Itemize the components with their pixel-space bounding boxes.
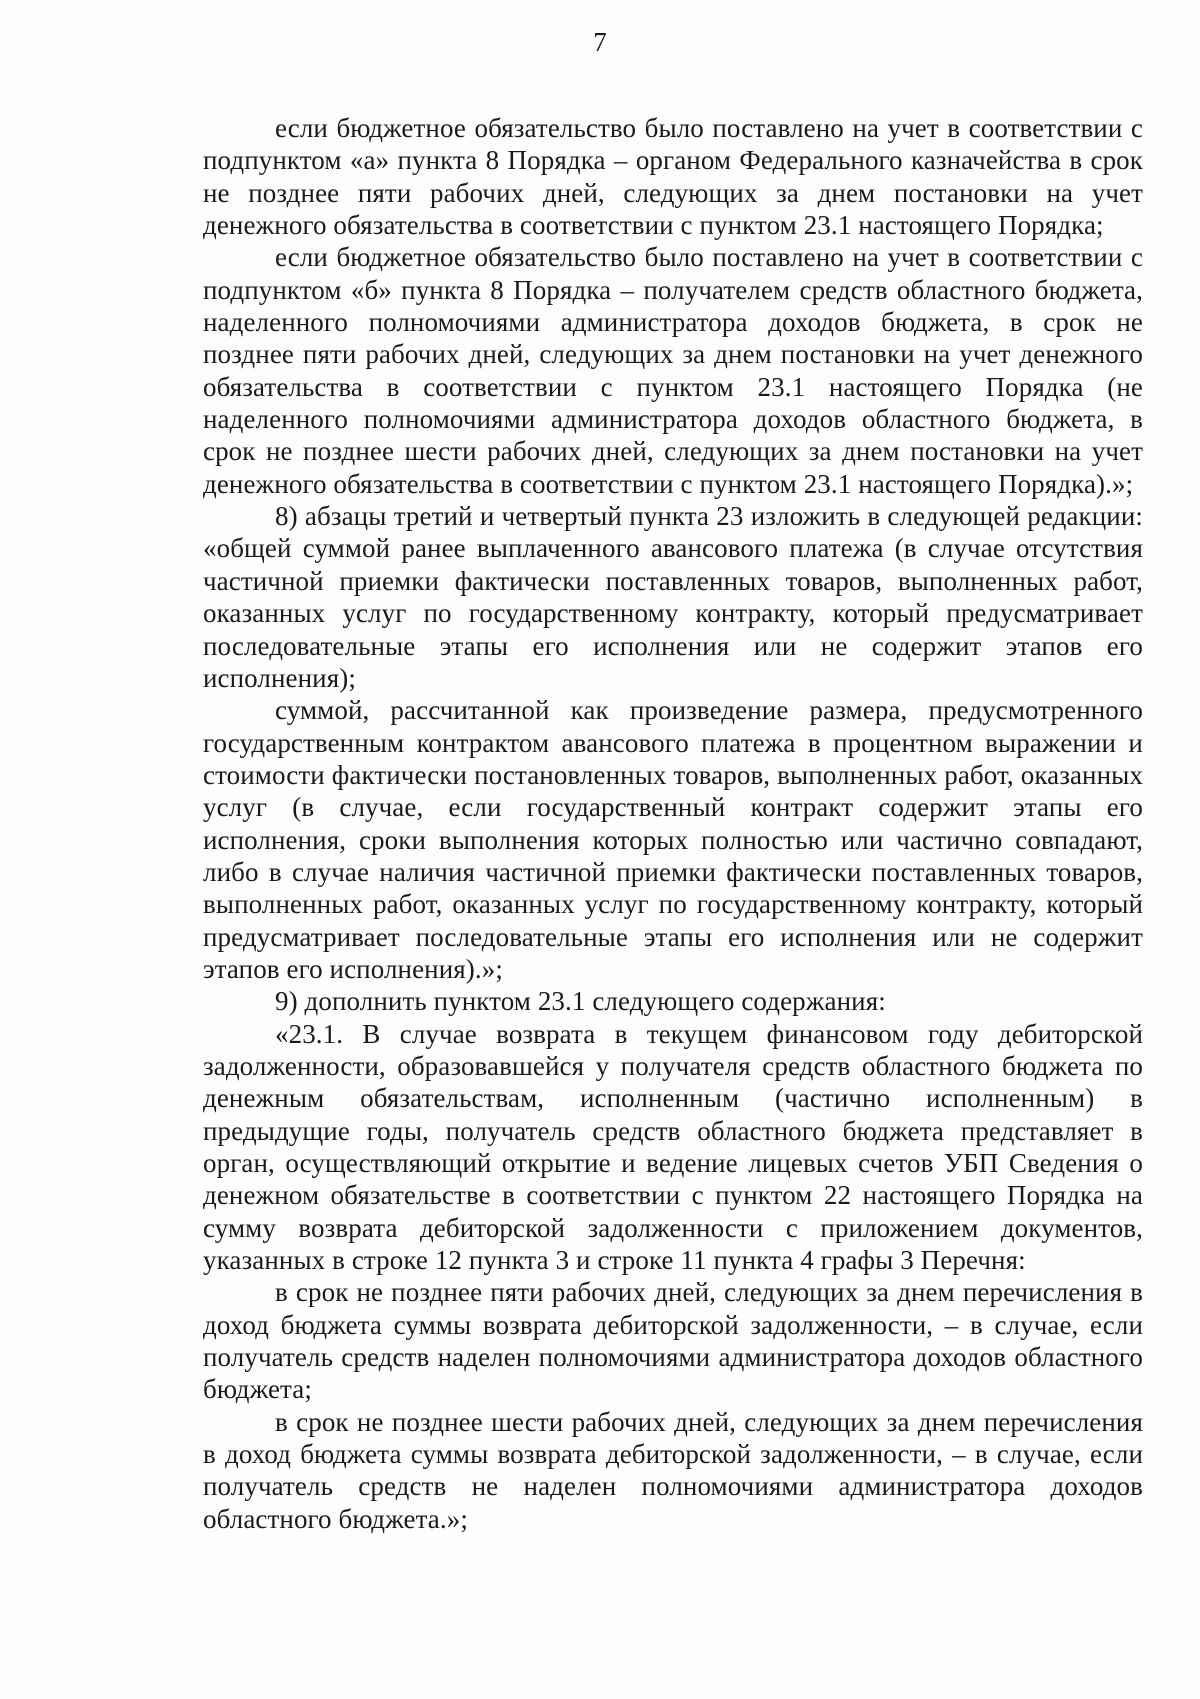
document-body [203, 112, 1143, 1535]
page-number: 7 [593, 27, 607, 57]
paragraph: в срок не позднее пяти рабочих дней, следующих за днем перечисления в доход бюджета суммы возврата дебиторской задолженности, – в случае, если получатель средств наделен полномочиями администратора доходов областного бюджета; [203, 1277, 1143, 1405]
paragraph: если бюджетное обязательство было поставлено на учет в соответствии с подпунктом «б» пункта 8 Порядка – получателем средств областного бюджета, наделенного полномочиями администратора доходов бюджета, в срок не позднее пяти рабочих дней, следующих за днем постановки на учет денежного обязательства в соответствии с пунктом 23.1 настоящего Порядка (не наделенного полномочиями администратора доходов областного бюджета, в срок не позднее шести рабочих дней, следующих за днем постановки на учет денежного обязательства в соответствии с пунктом 23.1 настоящего Порядка).»; [203, 242, 1143, 499]
paragraph: «23.1. В случае возврата в текущем финансовом году дебиторской задолженности, образовавшейся у получателя средств областного бюджета по денежным обязательствам, исполненным (частично исполненным) в предыдущие годы, получатель средств областного бюджета представляет в орган, осуществляющий открытие и ведение лицевых счетов УБП Сведения о денежном обязательстве в соответствии с пунктом 22 настоящего Порядка на сумму возврата дебиторской задолженности с приложением документов, указанных в строке 12 пункта 3 и строке 11 пункта 4 графы 3 Перечня: [203, 1018, 1143, 1276]
paragraph: в срок не позднее шести рабочих дней, следующих за днем перечисления в доход бюджета суммы возврата дебиторской задолженности, – в случае, если получатель средств не наделен полномочиями администратора доходов областного бюджета.»; [203, 1406, 1143, 1534]
paragraph: 8) абзацы третий и четвертый пункта 23 изложить в следующей редакции: «общей суммой ранее выплаченного авансового платежа (в случае отсутствия частичной приемки фактически поставленных товаров, выполненных работ, оказанных услуг по государственному контракту, который предусматривает последовательные этапы его исполнения или не содержит этапов его исполнения); [203, 501, 1143, 693]
paragraph: суммой, рассчитанной как произведение размера, предусмотренного государственным контрактом авансового платежа в процентном выражении и стоимости фактически постановленных товаров, выполненных работ, оказанных услуг (в случае, если государственный контракт содержит этапы его исполнения, сроки выполнения которых полностью или частично совпадают, либо в случае наличия частичной приемки фактически поставленных товаров, выполненных работ, оказанных услуг по государственному контракту, который предусматривает последовательные этапы его исполнения или не содержит этапов его исполнения).»; [203, 695, 1143, 984]
paragraph: если бюджетное обязательство было поставлено на учет в соответствии с подпунктом «а» пункта 8 Порядка – органом Федерального казначейства в срок не позднее пяти рабочих дней, следующих за днем постановки на учет денежного обязательства в соответствии с пунктом 23.1 настоящего Порядка; [203, 113, 1143, 241]
paragraph: 9) дополнить пунктом 23.1 следующего содержания: [275, 986, 886, 1017]
